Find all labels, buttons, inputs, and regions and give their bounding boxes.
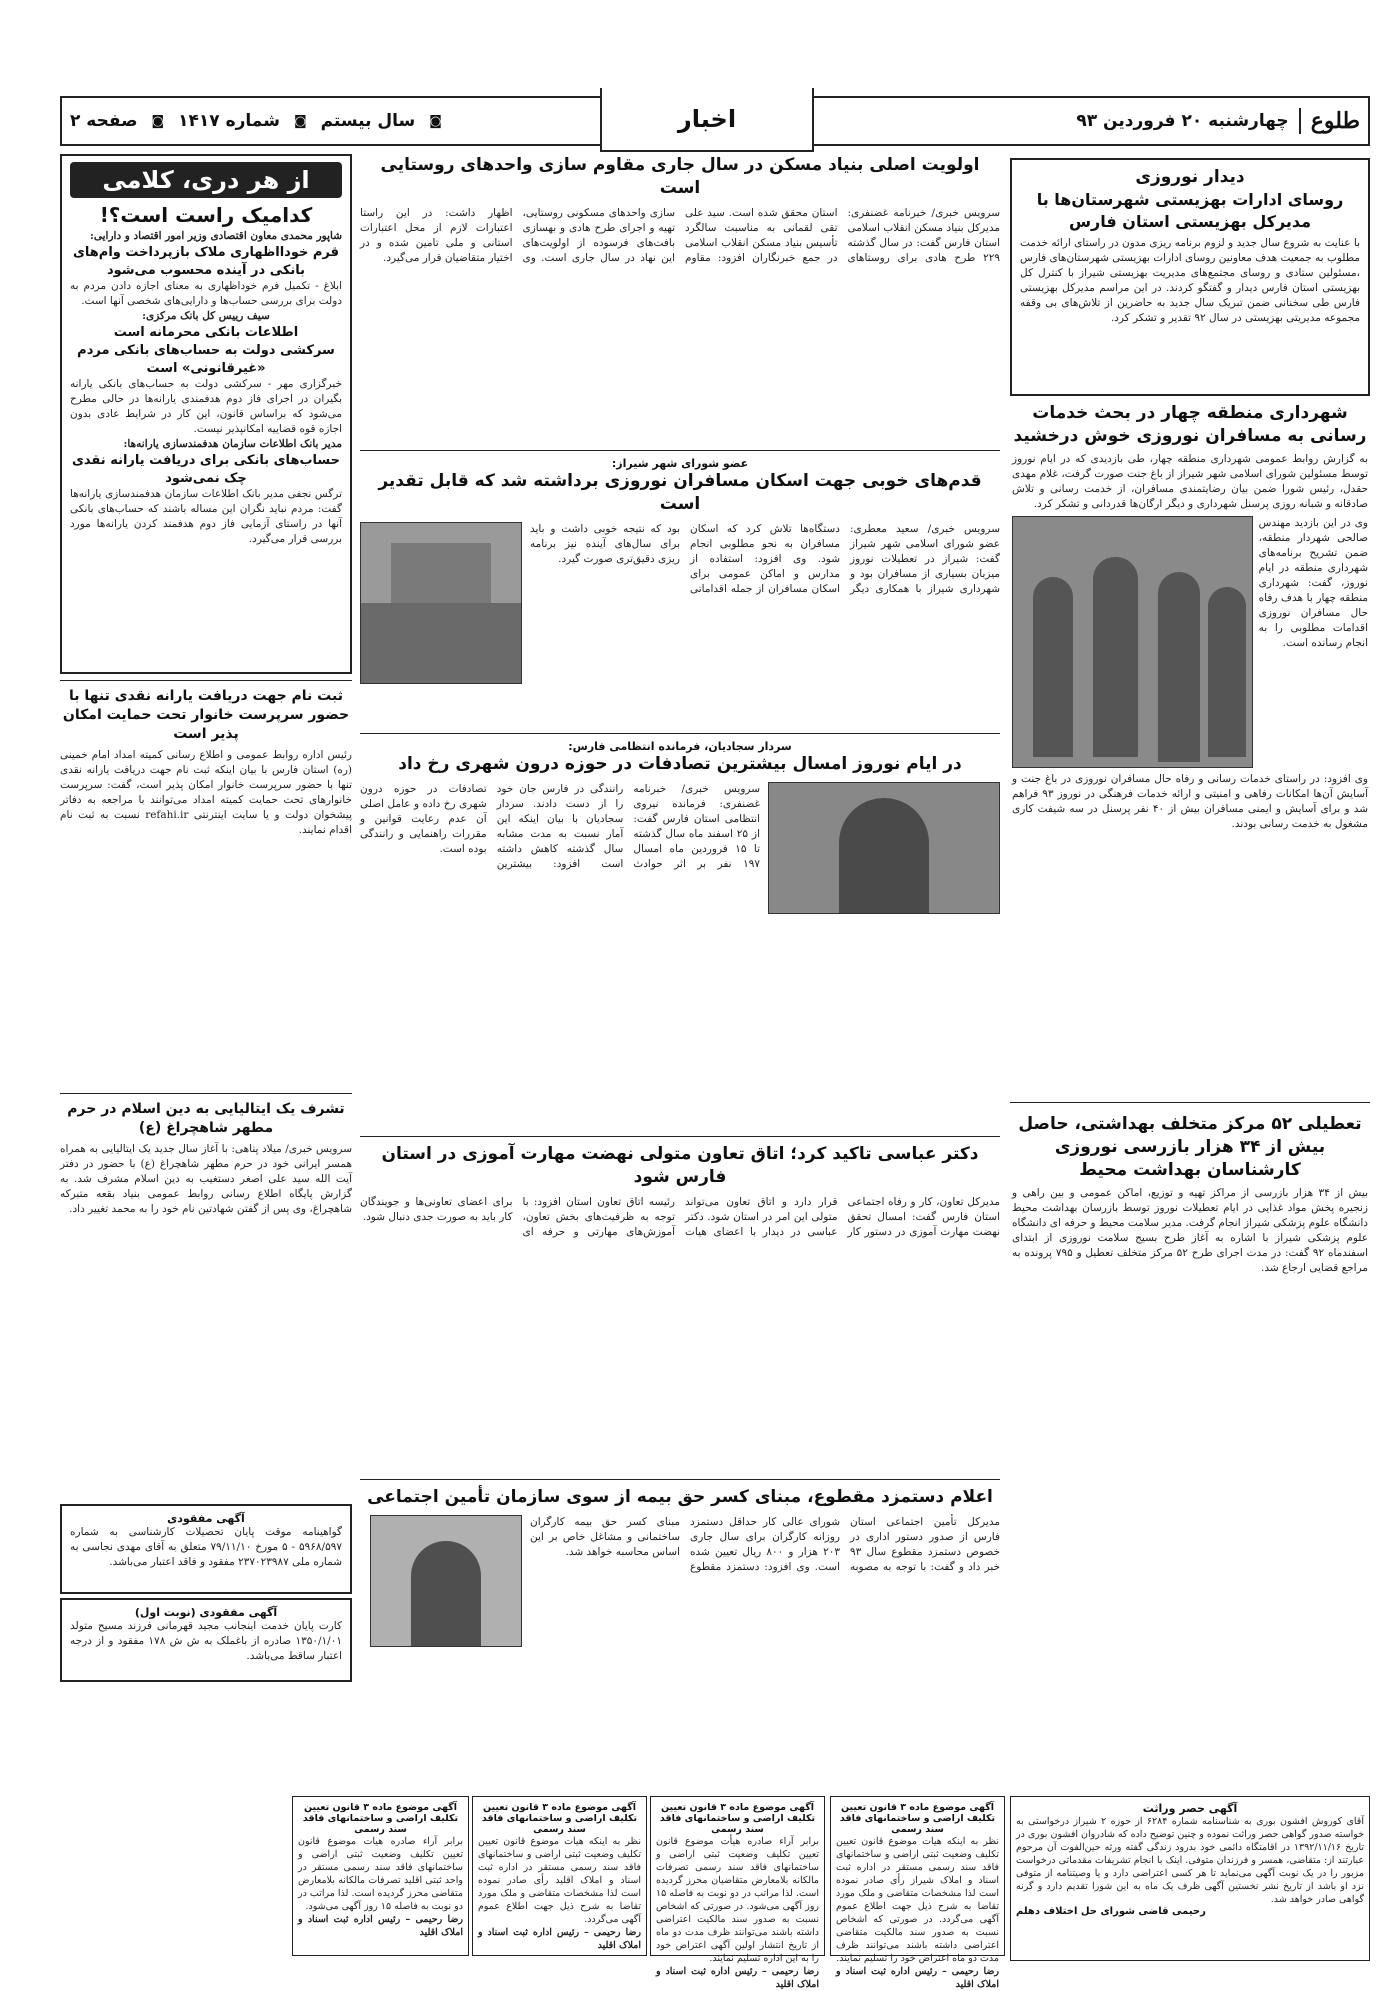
header-left [70,111,442,131]
article-body: مدیرکل تأمین اجتماعی استان فارس از صدور دستور اداری در خصوص دستمزد مقطوع سال ۹۳ خبر داد و گفت: با توجه به مصوبه شورای عالی کار حداقل دستمزد روزانه کارگران برای سال جاری ۲۰۳ هزار و ۸۰۰ ریال تعیین شده است. وی افزود: دستمزد مقطوع مبنای کسر حق بیمه کارگران ساختمانی و مشاغل خاص بر این اساس محاسبه خواهد شد. [530,1515,1000,1573]
article-title: تشرف یک ایتالیایی به دین اسلام در حرم مطهر شاهچراغ (ع) [67,1101,345,1136]
ad-body: نظر به اینکه هیات موضوع قانون تعیین تکلیف وضعیت ثبتی اراضی و ساختمانهای فاقد سند رسمی مستقر در اداره ثبت اسناد و املاک شیراز رأی صادر نموده است لذا مشخصات متقاضی و ملک مورد تقاضا به شرح ذیل جهت اطلاع عموم آگهی می‌گردد. در صورتی که اشخاص نسبت به صدور سند مالکیت متقاضی اعتراضی داشته باشند می‌توانند ظرف مدت دو ماه اعتراض خود را تسلیم نمایند. [836,1836,999,1964]
article-title: اعلام دستمزد مقطوع، مبنای کسر حق بیمه از سوی سازمان تأمین اجتماعی [367,1487,993,1507]
issue-number: شماره ۱۴۱۷ [178,111,280,131]
box-lead: سیف رییس کل بانک مرکزی: [142,310,270,323]
article-shahrdari [1010,396,1370,1096]
ad-mafqudi-1 [60,1504,352,1594]
article-title: شهرداری منطقه چهار در بحث خدمات رسانی به مسافران نوروزی خوش درخشید [1013,403,1367,446]
box-headline: اطلاعات بانکی محرمانه است [113,325,299,341]
article-body: سرویس خبری/ سعید معطری: عضو شورای اسلامی شهر شیراز گفت: شیراز در تعطیلات نوروز میزبان بسیاری از مسافران بود و شهرداری شیراز با همکاری دیگر دستگاه‌ها تلاش کرد که اسکان مسافران به نحو مطلوبی انجام شود. وی افزود: استفاده از مدارس و اماکن عمومی برای اسکان مسافران از جمله اقداماتی بود که نتیجه خوبی داشت و باید برای سال‌های آینده نیز برنامه ریزی دقیق‌تری صورت گیرد. [530,522,1000,595]
ad-hasr-verasat [1010,1796,1370,1961]
ad-sabt [830,1796,1005,1990]
box-lead: شاپور محمدی معاون اقتصادی وزیر امور اقتصاد و دارایی: [89,230,342,243]
ad-sabt [292,1796,469,1956]
ad-body: برابر آراء صادره هیات موضوع قانون تعیین تکلیف وضعیت ثبتی اراضی و ساختمانهای فاقد سند رسمی مستقر در واحد ثبتی اقلید تصرفات مالکانه بلامعارض متقاضی محرز گردیده است. لذا مراتب در دو نوبت به فاصله ۱۵ روز آگهی می‌شود. [298,1836,463,1912]
newspaper-logo: طلوع [1299,108,1360,134]
ad-signature: رحیمی قاضی شورای حل اختلاف دهلم [1016,1906,1206,1917]
article-body: به گزارش روابط عمومی شهرداری منطقه چهار، طی بازدیدی که در ایام نوروز توسط مسئولین شورای اسلامی شهر شیراز از باغ جنت صورت گرفت، غلام مهدی حقدل، رئیس شورا ضمن بیان رضایتمندی مسافران، از خدمت رسانی و تلاش صادقانه و شبانه روزی پرسنل شهرداری و دیگر ارگان‌ها قدردانی و تشکر کرد. [1012,452,1368,510]
ad-sabt [472,1796,647,1956]
news-photo [360,522,522,684]
section-title: اخبار [600,88,814,152]
ad-body: آقای کوروش افشون بوری به شناسنامه شماره ۶۲۸۴ از حوزه ۲ شیراز درخواستی به خواسته صدور گواهی حصر وراثت نموده و چنین توضیح داده که شادروان افشون بوری در تاریخ ۱۳۹۲/۱۱/۱۶ در اقامتگاه دائمی خود بدرود زندگی گفته ورثه حین‌الفوت آن مرحوم عبارتند از: متقاضی، همسر و فرزندان متوفی. اینک با انجام تشریفات مقدماتی درخواست مزبور را در یک نوبت آگهی می‌نماید تا هر کسی اعتراضی دارد و یا وصیتنامه از متوفی نزد او باشد از تاریخ نشر نخستین آگهی ظرف یک ماه به این شورا تقدیم دارد و گرنه گواهی صادر خواهد شد. [1016,1816,1364,1905]
article-behzisti [1010,158,1370,396]
box-subtitle: کدامیک راست است؟! [99,203,313,228]
article-body: سرویس خبری/ خبرنامه غضنفری: فرمانده نیروی انتظامی استان فارس گفت: از ۲۵ اسفند ماه سال گذشته تا ۱۵ فروردین ماه امسال ۱۹۷ نفر بر اثر حوادث رانندگی در فارس جان خود را از دست دادند. سردار سجادیان با بیان اینکه این آمار نسبت به مدت مشابه سال گذشته کاهش داشته است افزود: بیشترین تصادفات در حوزه درون شهری رخ داده و عامل اصلی آن عدم رعایت قوانین و مقررات راهنمایی و رانندگی بوده است. [360,782,760,870]
box-lead: مدیر بانک اطلاعات سازمان هدفمندسازی یارانه‌ها: [123,438,342,451]
news-photo [1012,516,1253,768]
box-headline: سرکشی دولت به حساب‌های بانکی مردم «غیرقانونی» است [77,343,335,376]
ad-signature: رضا رحیمی – رئیس اداره ثبت اسناد و املاک اقلید [836,1966,999,1990]
article-shora [360,457,1000,727]
article-body: مدیرکل تعاون، کار و رفاه اجتماعی استان فارس گفت: امسال تحقق نهضت مهارت آموزی در دستور کار قرار دارد و اتاق تعاون می‌تواند متولی این امر در استان شود. دکتر عباسی در دیدار با اعضای هیات رئیسه اتاق تعاون استان افزود: با توجه به ظرفیت‌های بخش تعاون، آموزش‌های مهارتی و حرفه ای برای اعضای تعاونی‌ها و جویندگان کار باید به صورت جدی دنبال شود. [360,1195,1000,1238]
ad-title: آگهی موضوع ماده ۳ قانون تعیین تکلیف اراضی و ساختمانهای فاقد سند رسمی [481,1802,638,1835]
article-body-cont: وی افزود: در راستای خدمات رسانی و رفاه حال مسافران نوروزی در باغ جنت و آسایش آن‌ها امکانات رفاهی و امنیتی و ارائه خدمات فرهنگی در نوروز ۹۳ فراهم شد و برای آسایش و ایمنی مسافران بیش از ۴۰ نفر پرسنل در سه شیفت کاری مشغول به خدمت رسانی بودند. [1012,772,1368,830]
article-tamin [360,1486,1000,1736]
ad-body: نظر به اینکه هیات موضوع قانون تعیین تکلیف وضعیت ثبتی اراضی و ساختمانهای فاقد سند رسمی مستقر در اداره ثبت اسناد و املاک اقلید رأی صادر نموده است لذا مشخصات متقاضی و ملک مورد تقاضا به شرح ذیل جهت اطلاع عموم آگهی می‌گردد. [478,1836,641,1925]
news-photo [768,782,1000,914]
box-headline: قرم خودااظهاری ملاک بازپرداخت وام‌های بانکی در آینده محسوب می‌شود [72,245,340,278]
article-body-cont: وی در این بازدید مهندس صالحی شهردار منطقه، ضمن تشریح برنامه‌های شهرداری منطقه در ایام نوروز، گفت: شهرداری منطقه چهار با هدف رفاه حال مسافران نوروزی اقدامات مطلوبی را به انجام رسانده است. [1258,516,1368,649]
ad-title: آگهی موضوع ماده ۳ قانون تعیین تکلیف اراضی و ساختمانهای فاقد سند رسمی [659,1802,816,1835]
ad-signature: رضا رحیمی – رئیس اداره ثبت اسناد و املاک اقلید [298,1914,463,1938]
article-title: دیدار نوروزی [1135,167,1245,187]
article-body: بیش از ۳۴ هزار بازرسی از مراکز تهیه و توزیع، اماکن عمومی و بین راهی و زنجیره پخش مواد غذایی در ایام تعطیلات نوروز توسط بازرسان بهداشت محیط دانشگاه علوم پزشکی شیراز انجام گرفت. مدیر سلامت محیط و حرفه ای دانشگاه علوم پزشکی شیراز با اشاره به آغاز طرح بسیج سلامت نوروزی از ابتدای اسفندماه ۹۲ گفت: در مدت اجرای طرح ۵۲ مرکز متخلف تعطیل و ۷۹۵ پرونده به مراجع قضایی ارجاع شد. [1012,1186,1369,1274]
ad-body: کارت پایان خدمت اینجانب مجید قهرمانی فرزند مسیح متولد ۱۳۵۰/۱/۰۱ صادره از باغملک به ش ش ۱۷۸ مفقود و از درجه اعتبار ساقط می‌باشد. [70,1620,342,1662]
ad-sabt [650,1796,825,1990]
square-bullet-icon: ◙ [429,113,442,129]
box-headline: حساب‌های بانکی برای دریافت یارانه نقدی چک نمی‌شود [72,453,340,486]
article-subtitle: روسای ادارات بهزیستی شهرستان‌ها با مدیرکل بهزیستی استان فارس [1036,189,1344,231]
ad-title: آگهی مفقودی [167,1512,245,1525]
ad-title: آگهی حصر وراثت [1142,1802,1238,1815]
box-paragraph: ترگس نجفی مدیر بانک اطلاعات سازمان هدفمندسازی یارانه‌ها گفت: مردم نباید نگران این مساله باشند که حساب‌های بانکی آنها در راستای آزمایی فاز دوم هدفمند کردن یارانه‌ها مورد بررسی قرار می‌گیرد. [70,488,342,546]
ad-title: آگهی مفقودی (نوبت اول) [134,1606,278,1619]
article-kicker: عضو شورای شهر شیراز: [611,457,749,470]
article-title: در ایام نوروز امسال بیشترین تصادفات در حوزه درون شهری رخ داد [398,754,962,774]
article-kicker: سردار سجادیان، فرمانده انتظامی فارس: [568,740,792,753]
ad-mafqudi-2 [60,1598,352,1682]
ad-title: آگهی موضوع ماده ۳ قانون تعیین تکلیف اراضی و ساختمانهای فاقد سند رسمی [839,1802,996,1835]
article-entezami [360,740,1000,1130]
article-title: تعطیلی ۵۲ مرکز متخلف بهداشتی، حاصل بیش از ۳۴ هزار بازرسی نوروزی کارشناسان بهداشت محیط [1018,1114,1362,1180]
article-yarane [60,687,352,1087]
article-title: قدم‌های خوبی جهت اسکان مسافران نوروزی برداشته شد که قابل تقدیر است [378,471,982,514]
header-right [1076,108,1360,134]
box-paragraph: ابلاغ - تکمیل فرم خوداظهاری به معنای اجازه دادن مردم به دولت برای بررسی حساب‌ها و دارایی‌های شخصی آنها است. [70,280,342,308]
ad-body: گواهینامه موقت پایان تحصیلات کارشناسی به شماره ۵۹۶۸/۵۹۷ - ۵ مورخ ۷۹/۱۱/۱۰ متعلق به آقای مهدی نجاسی به شماره ملی ۲۳۷۰۲۳۹۸۷ مفقود و فاقد اعتبار می‌باشد. [70,1526,342,1568]
page-number: صفحه ۲ [70,111,138,131]
ad-body: برابر آراء صادره هیأت موضوع قانون تعیین تکلیف وضعیت ثبتی اراضی و ساختمانهای فاقد سند رسمی تصرفات مالکانه بلامعارض متقاضیان محرز گردیده است. لذا مراتب در دو نوبت به فاصله ۱۵ روز آگهی می‌شود. در صورتی که اشخاص نسبت به صدور سند مالکیت اعتراضی داشته باشند می‌توانند ظرف مدت دو ماه از تاریخ انتشار اولین آگهی اعتراض خود را به این اداره تسلیم نمایند. [656,1836,819,1964]
ad-signature: رضا رحیمی – رئیس اداره ثبت اسناد و املاک اقلید [478,1927,641,1951]
square-bullet-icon: ◙ [293,113,307,129]
ad-signature: رضا رحیمی – رئیس اداره ثبت اسناد و املاک اقلید [656,1966,819,1990]
article-title: ثبت نام جهت دریافت یارانه نقدی تنها با حضور سرپرست خانوار تحت حمایت امکان پذیر است [62,688,350,742]
article-body: با عنایت به شروع سال جدید و لزوم برنامه ریزی مدون در راستای ارائه خدمت مطلوب به جمعیت هدف معاونین روسای ادارات بهزیستی شهرستان‌های فارس ،مسئولین ستادی و روسای مجتمع‌های مدیریت بهزیستی شیراز با کنترل کل بهزیستی استان فارس دیدار و گفتگو کردند. در این مراسم مدیرکل بهزیستی فارس طی سخنانی ضمن تبریک سال جدید به حاضرین از تلاش‌های بی وقفه مجموعه مدیریتی بهزیستی در سال ۹۲ تقدیر و تشکر کرد. [1020,237,1360,325]
article-body: سرویس خبری/ میلاد پناهی: با آغاز سال جدید یک ایتالیایی به همراه همسر ایرانی خود در حرم مطهر شاهچراغ (ع) با حضور در دفتر آیت الله سید علی اصغر دستغیب به دین اسلام مشرف شد. به گزارش پایگاه اطلاع رسانی روابط عمومی بنیاد بقعه متبرکه شاهچراغ، وی پس از گفتن شهادتین نام خود را به محمد تغییر داد. [60,1142,352,1215]
left-column [60,154,352,1794]
box-az-har-dari [60,154,352,674]
article-behdasht [1010,1109,1370,1709]
article-taavon [360,1143,1000,1473]
volume-year: سال بیستم [320,111,416,131]
right-column [1010,158,1370,1788]
article-title: اولویت اصلی بنیاد مسکن در سال جاری مقاوم سازی واحدهای روستایی است [380,155,980,198]
issue-date: چهارشنبه ۲۰ فروردین ۹۳ [1076,111,1289,131]
box-title: از هر دری، کلامی [70,162,342,198]
article-maskan [360,154,1000,444]
article-body: سرویس خبری/ خبرنامه غضنفری: مدیرکل بنیاد مسکن انقلاب اسلامی استان فارس گفت: در سال گذشته ۲۲۹ طرح هادی برای روستاهای استان محقق شده است. سید علی تقی لقمانی به مناسبت سالگرد تأسیس بنیاد مسکن انقلاب اسلامی در جمع خبرنگاران افزود: مقاوم سازی واحدهای مسکونی روستایی، تهیه و اجرای طرح هادی و بهسازی بافت‌های فرسوده از اولویت‌های این نهاد در سال جاری است. وی اظهار داشت: در این راستا اعتبارات لازم از محل اعتبارات استانی و ملی تامین شده و در اختیار متقاضیان قرار می‌گیرد. [360,206,1000,264]
box-paragraph: خبرگزاری مهر - سرکشی دولت به حساب‌های بانکی یارانه بگیران در اجرای فاز دوم هدفمندی یارانه‌ها در حالی مطرح می‌شود که براساس قانون، این کار در شرایط عادی بدون اجازه قوه قضاییه امکانپذیر نیست. [70,378,342,436]
ad-title: آگهی موضوع ماده ۳ قانون تعیین تکلیف اراضی و ساختمانهای فاقد سند رسمی [302,1802,459,1835]
square-bullet-icon: ◙ [151,113,165,129]
news-photo [370,1515,522,1647]
article-tasharof [60,1100,352,1500]
center-column [360,154,1000,1794]
article-title: دکتر عباسی تاکید کرد؛ اتاق تعاون متولی نهضت مهارت آموزی در استان فارس شود [381,1144,979,1187]
article-body: رئیس اداره روابط عمومی و اطلاع رسانی کمیته امداد امام خمینی (ره) استان فارس با بیان اینکه ثبت نام جهت دریافت یارانه نقدی تنها با حضور سرپرست خانوار امکان پذیر است، گفت: سرپرست خانوارهای تحت حمایت کمیته امداد می‌توانند با مراجعه به دفاتر پیشخوان دولت و یا سایت اینترنتی refahi.ir نسبت به ثبت نام اقدام نمایند. [60,748,352,836]
